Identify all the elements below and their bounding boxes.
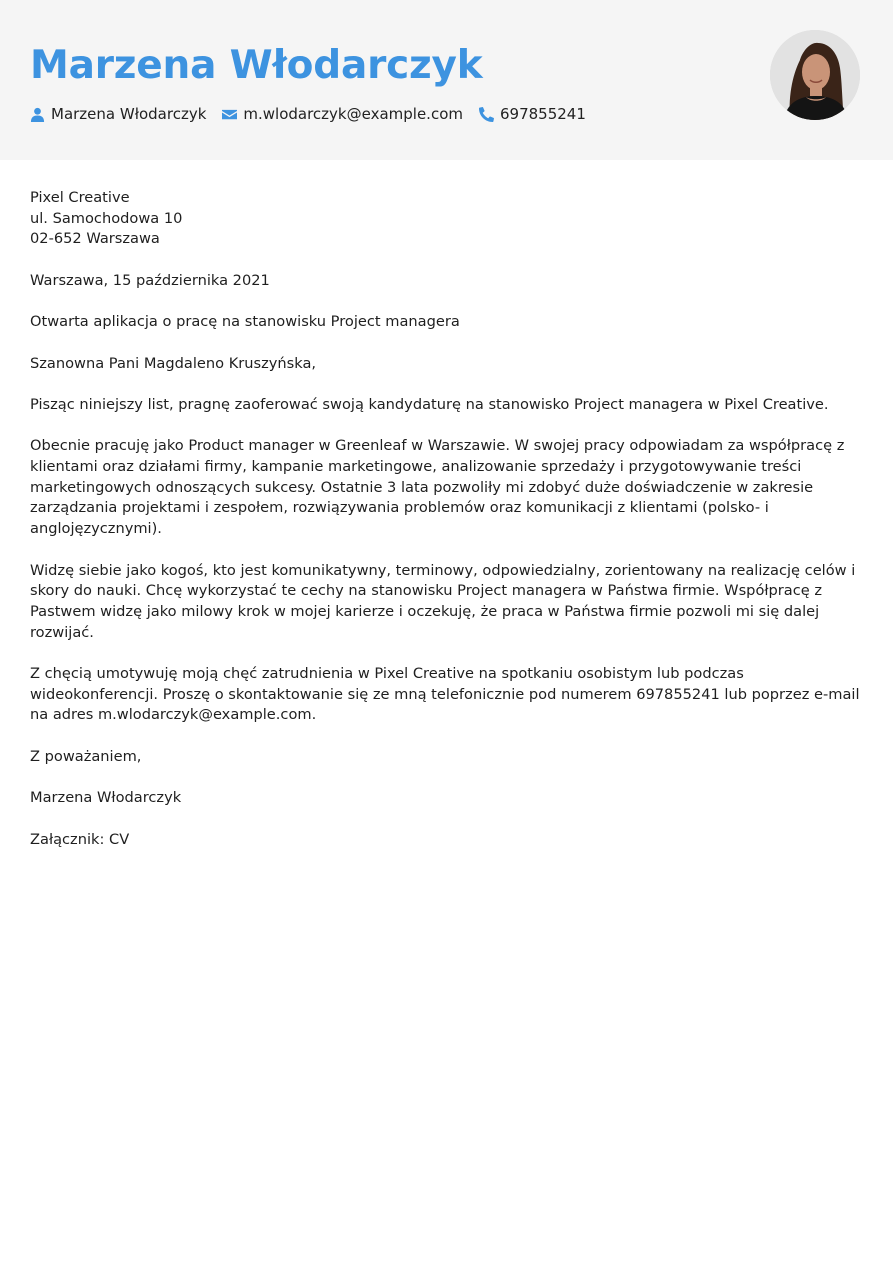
letter-attachment: Załącznik: CV (30, 830, 130, 848)
letter-paragraph: Widzę siebie jako kogoś, kto jest komunikatywny, terminowy, odpowiedzialny, zorientowany na realizację celów i skory do nauki. Chcę wykorzystać te cechy na stanowisku Project managera w Państwa firmie. Współpracę z Pastwem widzę jako milowy krok w mojej karierze i oczekuję, że praca w Państwa firmie pozwoli mi się dalej rozwijać. (30, 561, 856, 641)
letter-closing: Z poważaniem, (30, 747, 142, 765)
letter-body (0, 160, 893, 850)
phone-icon (479, 107, 494, 122)
letter-paragraph: Pisząc niniejszy list, pragnę zaoferować swoją kandydaturę na stanowisko Project managera w Pixel Creative. (30, 395, 829, 413)
envelope-icon (222, 107, 237, 122)
letter-subject: Otwarta aplikacja o pracę na stanowisku Project managera (30, 313, 460, 331)
contact-email[interactable] (222, 104, 463, 124)
contact-email-text[interactable]: m.wlodarczyk@example.com (243, 105, 463, 123)
letter-paragraph: Obecnie pracuję jako Product manager w Greenleaf w Warszawie. W swojej pracy odpowiadam za współpracę z klientami oraz działami firmy, kampanie marketingowe, analizowanie sprzedaży i przygotowywanie treści marketingowych odnoszących sukcesy. Ostatnie 3 lata pozwoliły mi zdobyć duże doświadczenie w zakresie zarządzania projektami i zespołem, rozwiązywania problemów oraz komunikacji z klientami (polsko- i anglojęzycznymi). (30, 437, 845, 538)
letter-header (0, 0, 893, 160)
contact-name (30, 104, 206, 124)
recipient-address (30, 188, 863, 250)
user-icon (30, 107, 45, 122)
recipient-company: Pixel Creative (30, 189, 130, 206)
contact-phone[interactable] (479, 104, 586, 124)
recipient-street: ul. Samochodowa 10 (30, 209, 183, 227)
contact-phone-text[interactable]: 697855241 (500, 105, 586, 123)
contact-name-text: Marzena Włodarczyk (51, 105, 207, 123)
contact-row (30, 104, 602, 124)
recipient-city: 02-652 Warszawa (30, 230, 160, 248)
avatar (770, 30, 860, 120)
letter-paragraph: Z chęcią umotywuję moją chęć zatrudnienia w Pixel Creative na spotkaniu osobistym lub podczas wideokonferencji. Proszę o skontaktowanie się ze mną telefonicznie pod numerem 697855241 lub poprzez e-mail na adres m.wlodarczyk@example.com. (30, 665, 860, 724)
author-name: Marzena Włodarczyk (30, 43, 483, 88)
letter-signature: Marzena Włodarczyk (30, 789, 182, 807)
letter-salutation: Szanowna Pani Magdaleno Kruszyńska, (30, 354, 317, 372)
letter-date: Warszawa, 15 października 2021 (30, 271, 270, 289)
